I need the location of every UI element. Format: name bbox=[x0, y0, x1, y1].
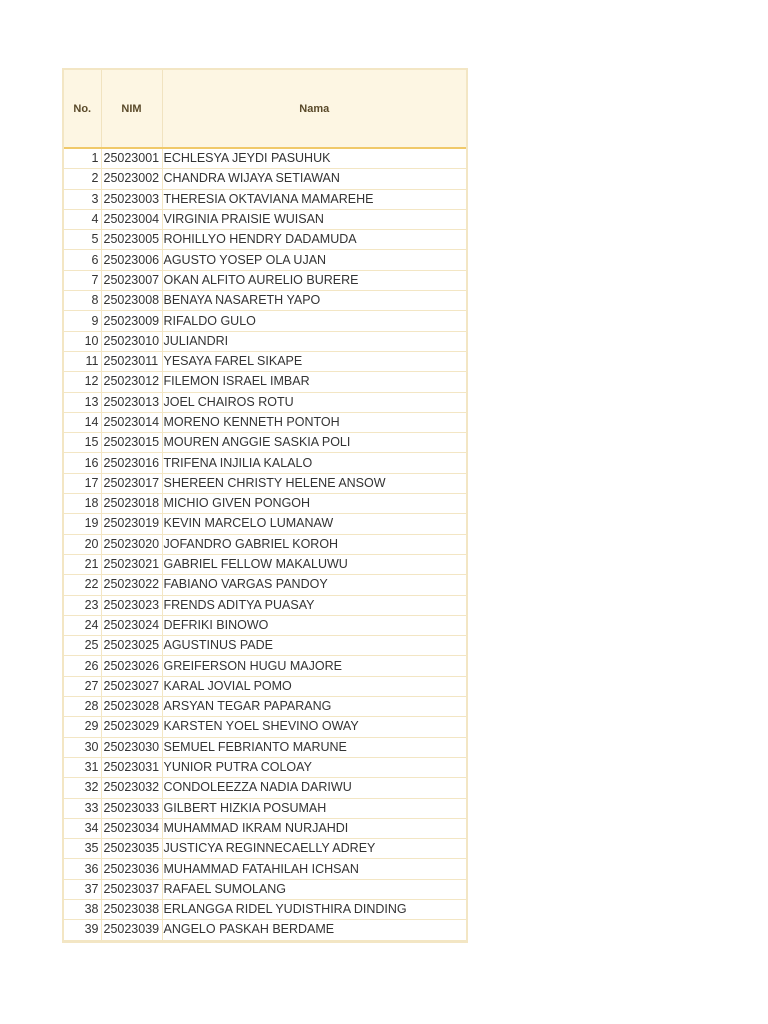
row-name: GABRIEL FELLOW MAKALUWU bbox=[162, 554, 466, 574]
row-name: GREIFERSON HUGU MAJORE bbox=[162, 656, 466, 676]
row-name: OKAN ALFITO AURELIO BURERE bbox=[162, 270, 466, 290]
row-name: MORENO KENNETH PONTOH bbox=[162, 412, 466, 432]
table-row bbox=[64, 270, 466, 290]
table-row bbox=[64, 920, 466, 940]
row-name: JUSTICYA REGINNECAELLY ADREY bbox=[162, 839, 466, 859]
row-nim: 25023028 bbox=[101, 697, 162, 717]
table-row bbox=[64, 209, 466, 229]
row-nim: 25023013 bbox=[101, 392, 162, 412]
table-row bbox=[64, 412, 466, 432]
row-name: JULIANDRI bbox=[162, 331, 466, 351]
row-nim: 25023010 bbox=[101, 331, 162, 351]
row-nim: 25023036 bbox=[101, 859, 162, 879]
row-nim: 25023033 bbox=[101, 798, 162, 818]
row-number: 28 bbox=[64, 697, 101, 717]
table-row bbox=[64, 757, 466, 777]
table-header bbox=[64, 70, 466, 148]
table-row bbox=[64, 676, 466, 696]
table-row bbox=[64, 737, 466, 757]
row-number: 32 bbox=[64, 778, 101, 798]
row-nim: 25023001 bbox=[101, 148, 162, 169]
row-name: MUHAMMAD FATAHILAH ICHSAN bbox=[162, 859, 466, 879]
table-row bbox=[64, 291, 466, 311]
row-nim: 25023030 bbox=[101, 737, 162, 757]
row-number: 8 bbox=[64, 291, 101, 311]
row-name: RIFALDO GULO bbox=[162, 311, 466, 331]
row-nim: 25023024 bbox=[101, 615, 162, 635]
row-number: 30 bbox=[64, 737, 101, 757]
row-nim: 25023021 bbox=[101, 554, 162, 574]
row-name: MICHIO GIVEN PONGOH bbox=[162, 494, 466, 514]
row-nim: 25023002 bbox=[101, 169, 162, 189]
row-number: 9 bbox=[64, 311, 101, 331]
row-nim: 25023026 bbox=[101, 656, 162, 676]
row-name: TRIFENA INJILIA KALALO bbox=[162, 453, 466, 473]
row-nim: 25023025 bbox=[101, 636, 162, 656]
table-body bbox=[64, 148, 466, 940]
row-name: JOFANDRO GABRIEL KOROH bbox=[162, 534, 466, 554]
row-nim: 25023037 bbox=[101, 879, 162, 899]
row-name: THERESIA OKTAVIANA MAMAREHE bbox=[162, 189, 466, 209]
row-name: FABIANO VARGAS PANDOY bbox=[162, 575, 466, 595]
row-number: 14 bbox=[64, 412, 101, 432]
row-nim: 25023015 bbox=[101, 433, 162, 453]
row-name: CHANDRA WIJAYA SETIAWAN bbox=[162, 169, 466, 189]
row-name: FILEMON ISRAEL IMBAR bbox=[162, 372, 466, 392]
table-row bbox=[64, 392, 466, 412]
row-nim: 25023032 bbox=[101, 778, 162, 798]
row-nim: 25023016 bbox=[101, 453, 162, 473]
row-number: 37 bbox=[64, 879, 101, 899]
row-name: FRENDS ADITYA PUASAY bbox=[162, 595, 466, 615]
row-number: 4 bbox=[64, 209, 101, 229]
row-number: 2 bbox=[64, 169, 101, 189]
row-number: 23 bbox=[64, 595, 101, 615]
row-nim: 25023003 bbox=[101, 189, 162, 209]
row-name: RAFAEL SUMOLANG bbox=[162, 879, 466, 899]
row-nim: 25023035 bbox=[101, 839, 162, 859]
table-row bbox=[64, 494, 466, 514]
row-number: 19 bbox=[64, 514, 101, 534]
row-number: 36 bbox=[64, 859, 101, 879]
row-name: VIRGINIA PRAISIE WUISAN bbox=[162, 209, 466, 229]
table-row bbox=[64, 595, 466, 615]
table-row bbox=[64, 899, 466, 919]
table-row bbox=[64, 189, 466, 209]
row-nim: 25023018 bbox=[101, 494, 162, 514]
table-row bbox=[64, 636, 466, 656]
table-row bbox=[64, 575, 466, 595]
table-row bbox=[64, 798, 466, 818]
table-row bbox=[64, 473, 466, 493]
row-number: 18 bbox=[64, 494, 101, 514]
row-number: 3 bbox=[64, 189, 101, 209]
row-name: AGUSTINUS PADE bbox=[162, 636, 466, 656]
row-nim: 25023039 bbox=[101, 920, 162, 940]
row-number: 1 bbox=[64, 148, 101, 169]
row-number: 33 bbox=[64, 798, 101, 818]
table-row bbox=[64, 514, 466, 534]
row-nim: 25023009 bbox=[101, 311, 162, 331]
row-number: 27 bbox=[64, 676, 101, 696]
header-nim: NIM bbox=[101, 70, 162, 148]
row-number: 31 bbox=[64, 757, 101, 777]
row-nim: 25023007 bbox=[101, 270, 162, 290]
row-nim: 25023027 bbox=[101, 676, 162, 696]
table-row bbox=[64, 250, 466, 270]
row-nim: 25023005 bbox=[101, 230, 162, 250]
row-name: DEFRIKI BINOWO bbox=[162, 615, 466, 635]
student-table bbox=[64, 70, 466, 941]
row-number: 38 bbox=[64, 899, 101, 919]
row-number: 12 bbox=[64, 372, 101, 392]
row-name: GILBERT HIZKIA POSUMAH bbox=[162, 798, 466, 818]
row-nim: 25023004 bbox=[101, 209, 162, 229]
row-name: ECHLESYA JEYDI PASUHUK bbox=[162, 148, 466, 169]
table-row bbox=[64, 778, 466, 798]
row-number: 26 bbox=[64, 656, 101, 676]
row-number: 20 bbox=[64, 534, 101, 554]
row-nim: 25023020 bbox=[101, 534, 162, 554]
row-number: 34 bbox=[64, 818, 101, 838]
row-nim: 25023014 bbox=[101, 412, 162, 432]
row-name: KARAL JOVIAL POMO bbox=[162, 676, 466, 696]
row-number: 35 bbox=[64, 839, 101, 859]
row-nim: 25023034 bbox=[101, 818, 162, 838]
row-number: 6 bbox=[64, 250, 101, 270]
row-number: 7 bbox=[64, 270, 101, 290]
row-number: 11 bbox=[64, 351, 101, 371]
row-name: ROHILLYO HENDRY DADAMUDA bbox=[162, 230, 466, 250]
row-number: 29 bbox=[64, 717, 101, 737]
table-row bbox=[64, 656, 466, 676]
header-no: No. bbox=[64, 70, 101, 148]
table-row bbox=[64, 554, 466, 574]
row-name: YUNIOR PUTRA COLOAY bbox=[162, 757, 466, 777]
row-nim: 25023038 bbox=[101, 899, 162, 919]
row-number: 5 bbox=[64, 230, 101, 250]
row-number: 17 bbox=[64, 473, 101, 493]
row-nim: 25023022 bbox=[101, 575, 162, 595]
row-name: ERLANGGA RIDEL YUDISTHIRA DINDING bbox=[162, 899, 466, 919]
table-row bbox=[64, 169, 466, 189]
row-number: 39 bbox=[64, 920, 101, 940]
row-name: MOUREN ANGGIE SASKIA POLI bbox=[162, 433, 466, 453]
row-name: JOEL CHAIROS ROTU bbox=[162, 392, 466, 412]
row-nim: 25023008 bbox=[101, 291, 162, 311]
table-row bbox=[64, 230, 466, 250]
table-row bbox=[64, 717, 466, 737]
table-row bbox=[64, 331, 466, 351]
row-name: ARSYAN TEGAR PAPARANG bbox=[162, 697, 466, 717]
row-number: 10 bbox=[64, 331, 101, 351]
row-nim: 25023019 bbox=[101, 514, 162, 534]
row-name: YESAYA FAREL SIKAPE bbox=[162, 351, 466, 371]
row-name: ANGELO PASKAH BERDAME bbox=[162, 920, 466, 940]
row-number: 21 bbox=[64, 554, 101, 574]
student-table-container bbox=[62, 68, 468, 943]
row-number: 25 bbox=[64, 636, 101, 656]
row-name: CONDOLEEZZA NADIA DARIWU bbox=[162, 778, 466, 798]
row-number: 16 bbox=[64, 453, 101, 473]
table-row bbox=[64, 818, 466, 838]
header-nama: Nama bbox=[162, 70, 466, 148]
table-row bbox=[64, 148, 466, 169]
row-nim: 25023012 bbox=[101, 372, 162, 392]
row-name: KEVIN MARCELO LUMANAW bbox=[162, 514, 466, 534]
table-row bbox=[64, 453, 466, 473]
row-number: 22 bbox=[64, 575, 101, 595]
row-number: 24 bbox=[64, 615, 101, 635]
table-row bbox=[64, 615, 466, 635]
row-nim: 25023017 bbox=[101, 473, 162, 493]
row-name: AGUSTO YOSEP OLA UJAN bbox=[162, 250, 466, 270]
row-nim: 25023029 bbox=[101, 717, 162, 737]
row-nim: 25023006 bbox=[101, 250, 162, 270]
row-name: KARSTEN YOEL SHEVINO OWAY bbox=[162, 717, 466, 737]
row-name: SHEREEN CHRISTY HELENE ANSOW bbox=[162, 473, 466, 493]
row-nim: 25023031 bbox=[101, 757, 162, 777]
header-row bbox=[64, 70, 466, 148]
row-name: SEMUEL FEBRIANTO MARUNE bbox=[162, 737, 466, 757]
row-name: MUHAMMAD IKRAM NURJAHDI bbox=[162, 818, 466, 838]
table-row bbox=[64, 859, 466, 879]
table-row bbox=[64, 697, 466, 717]
row-name: BENAYA NASARETH YAPO bbox=[162, 291, 466, 311]
table-row bbox=[64, 879, 466, 899]
table-row bbox=[64, 433, 466, 453]
table-row bbox=[64, 351, 466, 371]
row-number: 13 bbox=[64, 392, 101, 412]
table-row bbox=[64, 839, 466, 859]
table-row bbox=[64, 311, 466, 331]
row-number: 15 bbox=[64, 433, 101, 453]
table-row bbox=[64, 372, 466, 392]
row-nim: 25023023 bbox=[101, 595, 162, 615]
table-row bbox=[64, 534, 466, 554]
row-nim: 25023011 bbox=[101, 351, 162, 371]
